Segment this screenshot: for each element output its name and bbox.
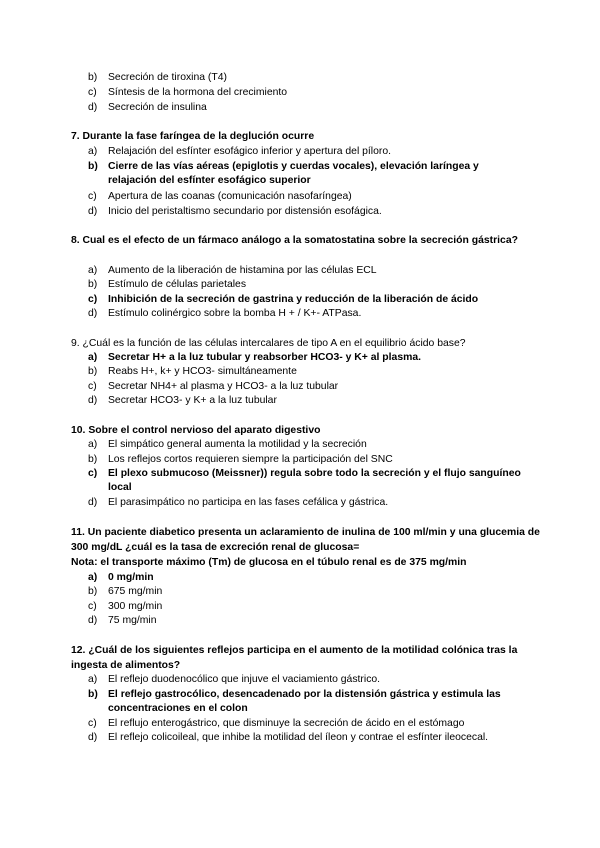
q8-option-c: c) Inhibición de la secreción de gastrina y reducción de la liberación de ácido [88,294,479,305]
q9-option-c: c) Secretar NH4+ al plasma y HCO3- a la luz tubular [88,381,339,392]
question-7: 7. Durante la fase faríngea de la deglución ocurre [71,131,315,142]
q11-option-a: a) 0 mg/min [88,572,154,583]
q7-option-b: b) Cierre de las vías aéreas (epiglotis y cuerdas vocales), elevación laríngea y relajación del esfínter esofágico superior [88,161,479,187]
q10-option-d: d) El parasimpático no participa en las fases cefálica y gástrica. [88,497,389,508]
q10-option-c: c) El plexo submucoso (Meissner)) regula sobre todo la secreción y el flujo sanguíneo local [88,468,521,494]
q9-option-d: d) Secretar HCO3- y K+ a la luz tubular [88,395,277,406]
prev-option-d: d) Secreción de insulina [88,102,207,113]
q11-option-d: d) 75 mg/min [88,615,157,626]
q11-option-c: c) 300 mg/min [88,601,163,612]
q9-option-b: b) Reabs H+, k+ y HCO3- simultáneamente [88,366,297,377]
question-11: 11. Un paciente diabetico presenta un aclaramiento de inulina de 100 ml/min y una glucemia de 300 mg/dL ¿cuál es la tasa de excreción renal de glucosa= [71,527,540,553]
q11-option-b: b) 675 mg/min [88,586,163,597]
q7-option-a: a) Relajación del esfínter esofágico inferior y apertura del píloro. [88,146,392,157]
prev-option-c: c) Síntesis de la hormona del crecimiento [88,87,288,98]
q9-option-a: a) Secretar H+ a la luz tubular y reabsorber HCO3- y K+ al plasma. [88,352,421,363]
question-8: 8. Cual es el efecto de un fármaco análogo a la somatostatina sobre la secreción gástrica? [71,235,518,246]
prev-option-b: b) Secreción de tiroxina (T4) [88,72,227,83]
q8-option-b: b) Estímulo de células parietales [88,279,247,290]
question-11-note: Nota: el transporte máximo (Tm) de glucosa en el túbulo renal es de 375 mg/min [71,557,467,568]
q12-option-c: c) El reflujo enterogástrico, que disminuye la secreción de ácido en el estómago [88,718,465,729]
q7-option-d: d) Inicio del peristaltismo secundario por distensión esofágica. [88,206,382,217]
question-12: 12. ¿Cuál de los siguientes reflejos participa en el aumento de la motilidad colónica tras la ingesta de alimentos? [71,645,518,671]
q10-option-a: a) El simpático general aumenta la motilidad y la secreción [88,439,367,450]
question-9: 9. ¿Cuál es la función de las células intercalares de tipo A en el equilibrio ácido base? [71,338,466,349]
question-10: 10. Sobre el control nervioso del aparato digestivo [71,425,321,436]
q12-option-d: d) El reflejo colicoileal, que inhibe la motilidad del íleon y contrae el esfínter ileocecal. [88,732,489,743]
q7-option-c: c) Apertura de las coanas (comunicación nasofaríngea) [88,191,352,202]
q8-option-d: d) Estímulo colinérgico sobre la bomba H + / K+- ATPasa. [88,308,362,319]
q10-option-b: b) Los reflejos cortos requieren siempre la participación del SNC [88,454,393,465]
q8-option-a: a) Aumento de la liberación de histamina por las células ECL [88,265,377,276]
q12-option-a: a) El reflejo duodenocólico que injuve el vaciamiento gástrico. [88,674,381,685]
q12-option-b: b) El reflejo gastrocólico, desencadenado por la distensión gástrica y estimula las concentraciones en el colon [88,689,501,715]
